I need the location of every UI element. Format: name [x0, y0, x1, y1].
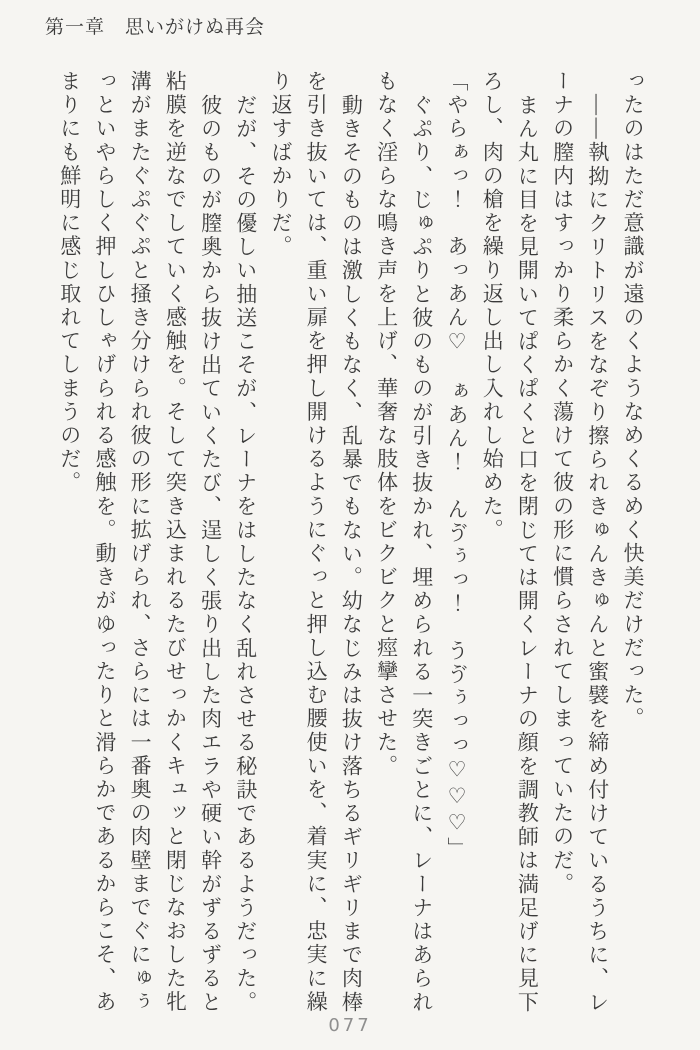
page-number: 077 [328, 1015, 372, 1036]
body-paragraph-2: ――執拗にクリトリスをなぞり擦られきゅんきゅんと蜜襞を締め付けているうちに、レーナの膣内はすっかり柔らかく蕩けて彼の形に慣らされてしまっていたのだ。 [550, 70, 610, 1014]
body-paragraph-1: ったのはただ意識が遠のくようなめくるめく快美だけだった。 [621, 70, 645, 731]
body-paragraph-6: 動きそのものは激しくもなく、乱暴でもない。幼なじみは抜け落ちるギリギリまで肉棒を引き抜いては、重い扉を押し開けるようにぐっと押し込む腰使いを、着実に、忠実に繰り返すばかりだ。 [268, 70, 364, 1014]
dialogue-paragraph: 「やらぁっ！ あっあん♡ ぁあん！ んゔぅっ！ うゔぅっっ♡♡♡」 [444, 70, 469, 861]
chapter-header: 第一章 思いがけぬ再会 [45, 17, 266, 38]
page-body-text [52, 70, 650, 1015]
body-paragraph-7: だが、その優しい抽送こそが、レーナをはしたなく乱れさせる秘訣であるようだった。 [233, 93, 258, 1014]
body-paragraph-5: ぐぷり、じゅぷりと彼のものが引き抜かれ、埋められる一突きごとに、レーナはあられもなく淫らな鳴き声を上げ、華奢な肢体をビクビクと痙攣させた。 [374, 70, 434, 1014]
body-paragraph-8: 彼のものが膣奥から抜け出ていくたび、逞しく張り出した肉エラや硬い幹がずるずると粘膜を逆なでしていく感触を。そして突き込まれるたびせっかくキュッと閉じなおした牝溝がまたぐぷぐぷと掻き分けられ彼の形に拡げられ、さらには一番奥の肉壁までぐにゅぅっといやらしく押しひしゃげられる感触を。動きがゆったりと滑らかであるからこそ、あまりにも鮮明に感じ取れてしまうのだ。 [57, 70, 223, 1014]
body-paragraph-3: まん丸に目を見開いてぱくぱくと口を閉じては開くレーナの顔を調教師は満足げに見下ろし、肉の槍を繰り返し出し入れし始めた。 [480, 70, 540, 1014]
